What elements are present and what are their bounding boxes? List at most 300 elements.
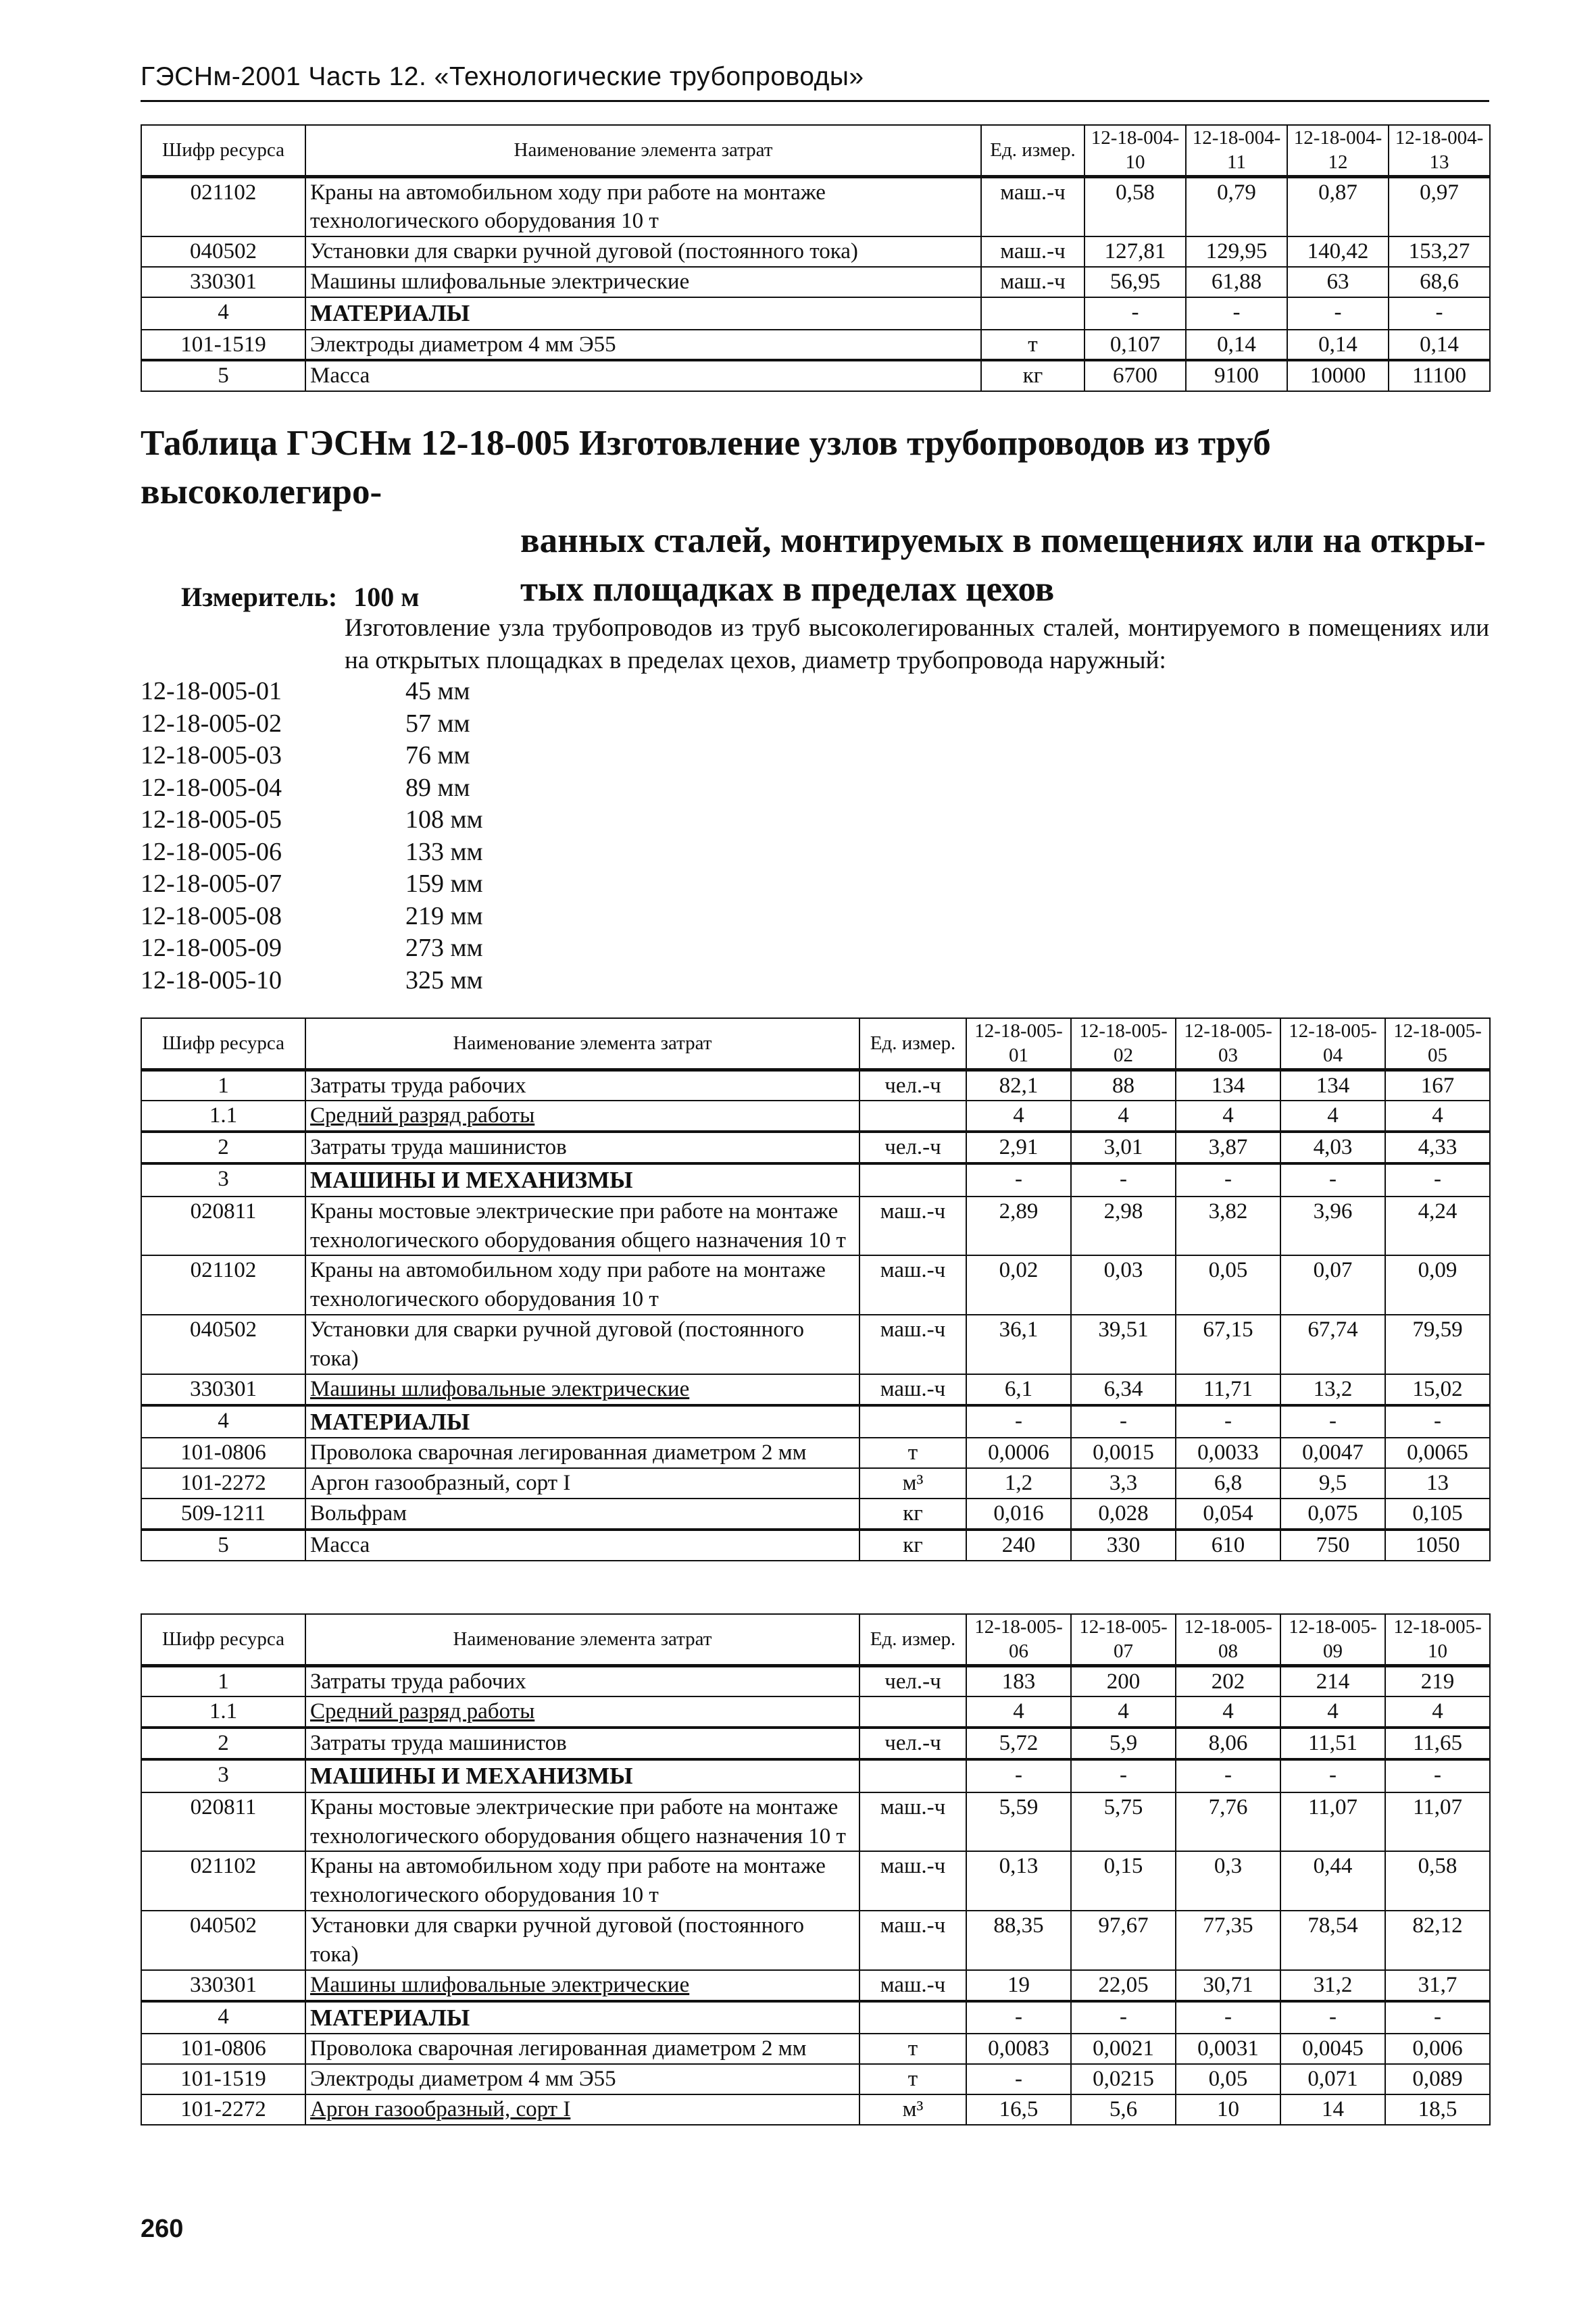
resource-name: Затраты труда рабочих (305, 1070, 859, 1101)
variant-diameter: 89 мм (405, 773, 470, 802)
column-header-rate: 12-18-005-02 (1071, 1018, 1176, 1070)
resource-unit: т (981, 330, 1084, 361)
resource-value: - (1389, 297, 1490, 330)
resource-name: Машины шлифовальные электрические (305, 1374, 859, 1405)
resource-value: 167 (1385, 1070, 1490, 1101)
resource-value: 0,0215 (1071, 2064, 1176, 2094)
column-header-name: Наименование элемента затрат (305, 1018, 859, 1070)
resource-value: 63 (1287, 267, 1389, 297)
resource-value: 6,1 (966, 1374, 1071, 1405)
resource-value: 11,51 (1280, 1728, 1385, 1759)
resource-value: 0,05 (1176, 1255, 1280, 1315)
resource-value: 16,5 (966, 2094, 1071, 2125)
resource-value: 11,71 (1176, 1374, 1280, 1405)
column-header-rate: 12-18-005-05 (1385, 1018, 1490, 1070)
resource-code: 330301 (141, 1970, 305, 2001)
resource-value: 36,1 (966, 1315, 1071, 1374)
variant-code: 12-18-005-04 (141, 773, 282, 802)
resource-name: Средний разряд работы (305, 1101, 859, 1132)
resource-value: 4 (1280, 1101, 1385, 1132)
resource-code: 101-1519 (141, 2064, 305, 2094)
resource-value: 88 (1071, 1070, 1176, 1101)
resource-name: Средний разряд работы (305, 1696, 859, 1728)
resource-unit: м³ (859, 2094, 966, 2125)
resource-value: - (966, 1163, 1071, 1197)
resource-value: 1,2 (966, 1468, 1071, 1499)
variant-code: 12-18-005-01 (141, 677, 282, 705)
variant-diameter: 159 мм (405, 870, 483, 898)
resource-name: Электроды диаметром 4 мм Э55 (305, 330, 981, 361)
resource-unit (859, 1759, 966, 1792)
resource-unit: т (859, 1438, 966, 1468)
resource-value: 15,02 (1385, 1374, 1490, 1405)
resource-name: МАТЕРИАЛЫ (305, 1405, 859, 1438)
resource-value: 4,33 (1385, 1132, 1490, 1163)
resource-value: 67,15 (1176, 1315, 1280, 1374)
resource-value: 610 (1176, 1530, 1280, 1561)
resource-unit: маш.-ч (859, 1315, 966, 1374)
resource-value: - (966, 2001, 1071, 2034)
table-row (141, 1970, 1490, 2001)
resource-value: 79,59 (1385, 1315, 1490, 1374)
resource-value: - (1071, 1163, 1176, 1197)
resource-name: Аргон газообразный, сорт I (305, 2094, 859, 2125)
resource-name: Краны мостовые электрические при работе на монтаже технологического оборудования общего назначения 10 т (305, 1792, 859, 1852)
table-row (141, 267, 1490, 297)
resource-value: 78,54 (1280, 1911, 1385, 1970)
table-row (141, 360, 1490, 391)
resource-value: 0,44 (1280, 1851, 1385, 1911)
resource-value: - (1176, 1759, 1280, 1792)
section-title-line: ванных сталей, монтируемых в помещениях или на откры- (520, 521, 1486, 560)
resource-value: 5,75 (1071, 1792, 1176, 1852)
column-header-unit: Ед. измер. (859, 1018, 966, 1070)
resource-value: - (1071, 1405, 1176, 1438)
resource-value: - (1280, 1405, 1385, 1438)
resource-code: 4 (141, 2001, 305, 2034)
resource-name: МАТЕРИАЛЫ (305, 297, 981, 330)
resource-unit (981, 297, 1084, 330)
resource-value: - (966, 2064, 1071, 2094)
resource-value: 82,12 (1385, 1911, 1490, 1970)
resource-value: 0,14 (1186, 330, 1287, 361)
variant-code: 12-18-005-07 (141, 870, 282, 898)
resource-value: 9100 (1186, 360, 1287, 391)
column-header-name: Наименование элемента затрат (305, 125, 981, 176)
table-row (141, 1759, 1490, 1792)
resource-code: 101-0806 (141, 2034, 305, 2064)
resource-value: - (1385, 1163, 1490, 1197)
variant-diameter: 108 мм (405, 805, 483, 834)
resource-value: - (966, 1405, 1071, 1438)
table-row (141, 1696, 1490, 1728)
list-item (141, 676, 483, 708)
resource-value: 0,87 (1287, 176, 1389, 236)
table-row (141, 1405, 1490, 1438)
resource-value: 0,03 (1071, 1255, 1176, 1315)
resource-value: 0,15 (1071, 1851, 1176, 1911)
resource-name: Установки для сварки ручной дуговой (постоянного тока) (305, 1315, 859, 1374)
resource-unit: чел.-ч (859, 1132, 966, 1163)
resource-value: 2,91 (966, 1132, 1071, 1163)
resource-code: 4 (141, 1405, 305, 1438)
resource-value: 0,58 (1084, 176, 1186, 236)
resource-value: 3,3 (1071, 1468, 1176, 1499)
column-header-rate: 12-18-005-01 (966, 1018, 1071, 1070)
resource-value: - (1385, 1405, 1490, 1438)
header-rule (141, 100, 1489, 102)
resource-value: 3,82 (1176, 1197, 1280, 1256)
resource-value: 31,2 (1280, 1970, 1385, 2001)
table-row (141, 1374, 1490, 1405)
resource-value: 4 (1071, 1101, 1176, 1132)
resource-value: 214 (1280, 1665, 1385, 1696)
variant-code: 12-18-005-08 (141, 901, 282, 930)
table-row (141, 1132, 1490, 1163)
resource-value: 219 (1385, 1665, 1490, 1696)
resource-value: 6700 (1084, 360, 1186, 391)
resource-value: 31,7 (1385, 1970, 1490, 2001)
running-header: ГЭСНм-2001 Часть 12. «Технологические трубопроводы» (141, 62, 864, 91)
table-row (141, 1530, 1490, 1561)
meter-value: 100 м (353, 582, 420, 612)
resource-value: 3,96 (1280, 1197, 1385, 1256)
resource-unit: маш.-ч (859, 1851, 966, 1911)
resource-value: 0,0083 (966, 2034, 1071, 2064)
resource-value: 200 (1071, 1665, 1176, 1696)
resource-value: 4 (1280, 1696, 1385, 1728)
resource-unit (859, 2001, 966, 2034)
resource-value: 0,107 (1084, 330, 1186, 361)
resource-unit: маш.-ч (981, 236, 1084, 267)
column-header-rate: 12-18-004-13 (1389, 125, 1490, 176)
resource-value: 56,95 (1084, 267, 1186, 297)
resource-value: 19 (966, 1970, 1071, 2001)
resource-code: 021102 (141, 176, 305, 236)
table-row (141, 1255, 1490, 1315)
resource-value: 0,0045 (1280, 2034, 1385, 2064)
list-item (141, 965, 483, 997)
resource-value: 0,58 (1385, 1851, 1490, 1911)
column-header-unit: Ед. измер. (859, 1614, 966, 1665)
resource-code: 2 (141, 1728, 305, 1759)
resource-code: 020811 (141, 1197, 305, 1256)
resource-value: 127,81 (1084, 236, 1186, 267)
resource-value: 0,075 (1280, 1499, 1385, 1530)
resource-unit (859, 1163, 966, 1197)
resource-value: 0,006 (1385, 2034, 1490, 2064)
resource-value: - (1176, 1163, 1280, 1197)
resource-value: 4 (966, 1101, 1071, 1132)
variant-code: 12-18-005-09 (141, 934, 282, 962)
resource-value: - (1287, 297, 1389, 330)
list-item (141, 868, 483, 901)
meter-line (181, 581, 419, 613)
variant-list (141, 676, 483, 997)
column-header-rate: 12-18-005-08 (1176, 1614, 1280, 1665)
resource-value: 4 (1385, 1696, 1490, 1728)
resource-value: 330 (1071, 1530, 1176, 1561)
resource-value: 134 (1280, 1070, 1385, 1101)
resource-value: 0,0047 (1280, 1438, 1385, 1468)
resource-name: МАШИНЫ И МЕХАНИЗМЫ (305, 1759, 859, 1792)
resource-unit: кг (859, 1530, 966, 1561)
resource-value: 1050 (1385, 1530, 1490, 1561)
resource-unit: маш.-ч (981, 176, 1084, 236)
resource-unit: маш.-ч (981, 267, 1084, 297)
list-item (141, 804, 483, 836)
resource-code: 1.1 (141, 1101, 305, 1132)
resource-value: - (1385, 1759, 1490, 1792)
table-row (141, 2064, 1490, 2094)
table-row (141, 1468, 1490, 1499)
table-header-row (141, 125, 1490, 176)
resource-value: - (1280, 2001, 1385, 2034)
resource-value: - (1176, 2001, 1280, 2034)
list-item (141, 740, 483, 772)
resource-value: 11,07 (1280, 1792, 1385, 1852)
resource-value: - (966, 1759, 1071, 1792)
resource-unit: чел.-ч (859, 1665, 966, 1696)
resource-value: 0,14 (1389, 330, 1490, 361)
column-header-code: Шифр ресурса (141, 1614, 305, 1665)
resource-name: Машины шлифовальные электрические (305, 267, 981, 297)
resource-code: 1 (141, 1665, 305, 1696)
resource-table-a (141, 1017, 1491, 1561)
resource-value: 2,98 (1071, 1197, 1176, 1256)
resource-value: 13,2 (1280, 1374, 1385, 1405)
resource-value: 11,07 (1385, 1792, 1490, 1852)
resource-value: 0,028 (1071, 1499, 1176, 1530)
variant-diameter: 133 мм (405, 837, 483, 866)
resource-unit: т (859, 2064, 966, 2094)
resource-unit (859, 1696, 966, 1728)
resource-value: 0,054 (1176, 1499, 1280, 1530)
resource-table-top (141, 124, 1491, 392)
variant-diameter: 219 мм (405, 901, 483, 930)
list-item (141, 772, 483, 805)
variant-diameter: 76 мм (405, 741, 470, 770)
resource-unit: м³ (859, 1468, 966, 1499)
resource-name: Масса (305, 360, 981, 391)
column-header-rate: 12-18-005-06 (966, 1614, 1071, 1665)
resource-unit: маш.-ч (859, 1911, 966, 1970)
resource-value: 88,35 (966, 1911, 1071, 1970)
resource-value: 0,0015 (1071, 1438, 1176, 1468)
table-row (141, 1851, 1490, 1911)
resource-value: 202 (1176, 1665, 1280, 1696)
resource-name: Проволока сварочная легированная диаметром 2 мм (305, 1438, 859, 1468)
column-header-rate: 12-18-005-04 (1280, 1018, 1385, 1070)
table-row (141, 297, 1490, 330)
resource-value: 9,5 (1280, 1468, 1385, 1499)
resource-name: Установки для сварки ручной дуговой (постоянного тока) (305, 1911, 859, 1970)
resource-name: МАШИНЫ И МЕХАНИЗМЫ (305, 1163, 859, 1197)
resource-value: - (1280, 1163, 1385, 1197)
resource-code: 101-2272 (141, 2094, 305, 2125)
resource-value: 4 (1176, 1101, 1280, 1132)
table-row (141, 1438, 1490, 1468)
variant-code: 12-18-005-05 (141, 805, 282, 834)
variant-diameter: 57 мм (405, 709, 470, 738)
table-row (141, 2001, 1490, 2034)
resource-table-b (141, 1613, 1491, 2126)
table-row (141, 176, 1490, 236)
resource-unit: маш.-ч (859, 1374, 966, 1405)
resource-value: - (1176, 1405, 1280, 1438)
resource-name: Краны на автомобильном ходу при работе на монтаже технологического оборудования 10 т (305, 176, 981, 236)
resource-value: 97,67 (1071, 1911, 1176, 1970)
variant-code: 12-18-005-02 (141, 709, 282, 738)
resource-code: 330301 (141, 267, 305, 297)
table-row (141, 1792, 1490, 1852)
resource-value: 0,14 (1287, 330, 1389, 361)
resource-value: 0,02 (966, 1255, 1071, 1315)
resource-unit (859, 1101, 966, 1132)
resource-value: 153,27 (1389, 236, 1490, 267)
table-row (141, 2034, 1490, 2064)
resource-value: 4,24 (1385, 1197, 1490, 1256)
resource-unit: кг (981, 360, 1084, 391)
resource-unit: кг (859, 1499, 966, 1530)
resource-code: 4 (141, 297, 305, 330)
resource-unit: т (859, 2034, 966, 2064)
resource-value: - (1084, 297, 1186, 330)
resource-code: 330301 (141, 1374, 305, 1405)
resource-value: 3,87 (1176, 1132, 1280, 1163)
resource-value: 68,6 (1389, 267, 1490, 297)
resource-code: 101-2272 (141, 1468, 305, 1499)
resource-code: 021102 (141, 1255, 305, 1315)
resource-value: 77,35 (1176, 1911, 1280, 1970)
resource-name: Затраты труда рабочих (305, 1665, 859, 1696)
resource-value: 0,97 (1389, 176, 1490, 236)
resource-name: Затраты труда машинистов (305, 1728, 859, 1759)
resource-value: 13 (1385, 1468, 1490, 1499)
resource-code: 5 (141, 360, 305, 391)
resource-value: 183 (966, 1665, 1071, 1696)
variant-diameter: 273 мм (405, 934, 483, 962)
resource-name: Краны на автомобильном ходу при работе на монтаже технологического оборудования 10 т (305, 1255, 859, 1315)
resource-value: 5,6 (1071, 2094, 1176, 2125)
resource-name: Аргон газообразный, сорт I (305, 1468, 859, 1499)
list-item (141, 836, 483, 869)
resource-value: 30,71 (1176, 1970, 1280, 2001)
table-row (141, 1665, 1490, 1696)
table-row (141, 330, 1490, 361)
resource-value: - (1071, 1759, 1176, 1792)
resource-code: 101-1519 (141, 330, 305, 361)
resource-value: 4 (1385, 1101, 1490, 1132)
resource-value: 0,09 (1385, 1255, 1490, 1315)
column-header-unit: Ед. измер. (981, 125, 1084, 176)
list-item (141, 708, 483, 740)
column-header-rate: 12-18-005-10 (1385, 1614, 1490, 1665)
column-header-code: Шифр ресурса (141, 125, 305, 176)
resource-value: - (1186, 297, 1287, 330)
table-row (141, 1315, 1490, 1374)
table-row (141, 1499, 1490, 1530)
resource-value: 0,089 (1385, 2064, 1490, 2094)
resource-name: Вольфрам (305, 1499, 859, 1530)
resource-value: 4,03 (1280, 1132, 1385, 1163)
column-header-rate: 12-18-004-12 (1287, 125, 1389, 176)
resource-unit: маш.-ч (859, 1792, 966, 1852)
list-item (141, 901, 483, 933)
resource-name: Масса (305, 1530, 859, 1561)
column-header-rate: 12-18-004-11 (1186, 125, 1287, 176)
table-row (141, 1728, 1490, 1759)
resource-code: 509-1211 (141, 1499, 305, 1530)
variant-code: 12-18-005-10 (141, 965, 282, 995)
column-header-rate: 12-18-005-09 (1280, 1614, 1385, 1665)
meter-label: Измеритель: (181, 582, 338, 612)
resource-value: 67,74 (1280, 1315, 1385, 1374)
resource-value: 82,1 (966, 1070, 1071, 1101)
resource-code: 1.1 (141, 1696, 305, 1728)
resource-unit: чел.-ч (859, 1070, 966, 1101)
resource-value: 10000 (1287, 360, 1389, 391)
resource-name: МАТЕРИАЛЫ (305, 2001, 859, 2034)
resource-value: 4 (1071, 1696, 1176, 1728)
resource-code: 101-0806 (141, 1438, 305, 1468)
resource-value: 0,105 (1385, 1499, 1490, 1530)
resource-code: 040502 (141, 1911, 305, 1970)
resource-value: - (1385, 2001, 1490, 2034)
resource-value: 5,9 (1071, 1728, 1176, 1759)
resource-unit: маш.-ч (859, 1970, 966, 2001)
table-header-row (141, 1018, 1490, 1070)
resource-unit (859, 1405, 966, 1438)
resource-value: 61,88 (1186, 267, 1287, 297)
table-row (141, 1101, 1490, 1132)
resource-value: - (1280, 1759, 1385, 1792)
resource-value: 140,42 (1287, 236, 1389, 267)
list-item (141, 932, 483, 965)
resource-value: 2,89 (966, 1197, 1071, 1256)
resource-code: 3 (141, 1163, 305, 1197)
resource-value: 0,0006 (966, 1438, 1071, 1468)
resource-unit: чел.-ч (859, 1728, 966, 1759)
table-row (141, 1163, 1490, 1197)
table-row (141, 1911, 1490, 1970)
column-header-name: Наименование элемента затрат (305, 1614, 859, 1665)
resource-value: 10 (1176, 2094, 1280, 2125)
resource-value: 4 (966, 1696, 1071, 1728)
resource-name: Затраты труда машинистов (305, 1132, 859, 1163)
resource-name: Электроды диаметром 4 мм Э55 (305, 2064, 859, 2094)
column-header-rate: 12-18-004-10 (1084, 125, 1186, 176)
resource-code: 5 (141, 1530, 305, 1561)
variant-diameter: 325 мм (405, 965, 483, 995)
resource-value: 14 (1280, 2094, 1385, 2125)
resource-value: 8,06 (1176, 1728, 1280, 1759)
table-row (141, 1070, 1490, 1101)
resource-code: 040502 (141, 236, 305, 267)
variant-code: 12-18-005-06 (141, 837, 282, 866)
column-header-rate: 12-18-005-07 (1071, 1614, 1176, 1665)
resource-value: 4 (1176, 1696, 1280, 1728)
resource-code: 020811 (141, 1792, 305, 1852)
resource-value: 240 (966, 1530, 1071, 1561)
resource-value: 39,51 (1071, 1315, 1176, 1374)
resource-value: 0,0021 (1071, 2034, 1176, 2064)
column-header-code: Шифр ресурса (141, 1018, 305, 1070)
resource-code: 2 (141, 1132, 305, 1163)
resource-value: 5,72 (966, 1728, 1071, 1759)
resource-value: 11100 (1389, 360, 1490, 391)
resource-unit: маш.-ч (859, 1255, 966, 1315)
